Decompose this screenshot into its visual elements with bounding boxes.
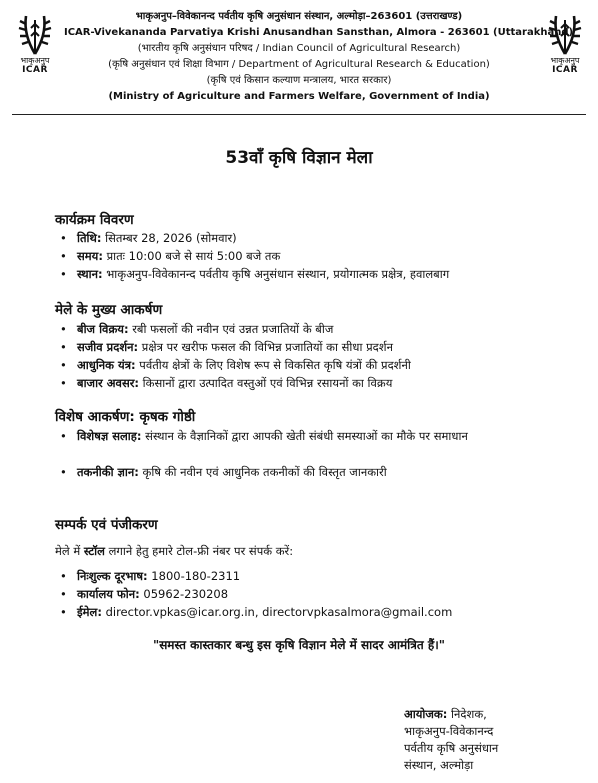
item-text: कृषि की नवीन एवं आधुनिक तकनीकों की विस्तृत जानकारी (138, 465, 387, 479)
contact-intro (55, 543, 293, 559)
bullet-icon: • (60, 231, 67, 245)
organizer-line: पर्वतीय कृषि अनुसंधान (404, 741, 499, 755)
bullet-icon: • (60, 605, 67, 619)
list-item (60, 248, 281, 264)
item-label: बाजार अवसर: (77, 376, 140, 390)
list-item (60, 321, 334, 337)
item-text: रबी फसलों की नवीन एवं उन्नत प्रजातियों के बीज (128, 322, 334, 336)
item-label: कार्यालय फोन: (77, 587, 140, 601)
item-label: सजीव प्रदर्शन: (77, 340, 139, 354)
item-label: ईमेल: (77, 605, 102, 619)
item-text: पर्वतीय क्षेत्रों के लिए विशेष रूप से विकसित कृषि यंत्रों की प्रदर्शनी (135, 358, 411, 372)
bullet-icon: • (60, 340, 67, 354)
logo-english-text: ICAR (552, 65, 578, 75)
item-text: प्रातः 10:00 बजे से सायं 5:00 बजे तक (102, 249, 281, 263)
email-addresses[interactable]: director.vpkas@icar.org.in, directorvpkasalmora@gmail.com (101, 605, 453, 619)
section-heading-special: विशेष आकर्षण: कृषक गोष्ठी (55, 409, 196, 425)
item-label: स्थान: (77, 267, 103, 281)
bullet-icon: • (60, 249, 67, 263)
bullet-icon: • (60, 465, 67, 479)
item-text: प्रक्षेत्र पर खरीफ फसल की विभिन्न प्रजातियों का सीधा प्रदर्शन (138, 340, 393, 354)
organizer-line: भाकृअनुप-विवेकानन्द (404, 724, 494, 738)
item-text: संस्थान के वैज्ञानिकों द्वारा आपकी खेती संबंधी समस्याओं का मौके पर समाधान (141, 429, 468, 443)
section-heading-attractions: मेले के मुख्य आकर्षण (55, 302, 163, 318)
organizer-text: निदेशक, (447, 707, 487, 721)
invitation-quote: "समस्त कास्तकार बन्धु इस कृषि विज्ञान मेले में सादर आमंत्रित हैं।" (152, 638, 446, 652)
list-item (60, 428, 547, 444)
organizer-line (404, 706, 487, 723)
list-item (60, 266, 450, 282)
item-label: आधुनिक यंत्र: (77, 358, 136, 372)
logo-hindi-text: भाकृअनुप (550, 56, 580, 65)
icar-logo-right (540, 12, 590, 78)
bullet-icon: • (60, 376, 67, 390)
bullet-icon: • (60, 569, 67, 583)
item-text: सितम्बर 28, 2026 (सोमवार) (101, 231, 237, 245)
header-institute-hindi: भाकृअनुप–विवेकानन्द पर्वतीय कृषि अनुसंधान संस्थान, अल्मोड़ा–263601 (उत्तराखण्ड) (135, 11, 463, 22)
item-label: निःशुल्क दूरभाष: (77, 569, 148, 583)
contact-intro-post: लगाने हेतु हमारे टोल-फ्री नंबर पर संपर्क करें: (104, 544, 294, 558)
list-item (60, 375, 393, 391)
item-label: तिथि: (77, 231, 102, 245)
page-title: 53वाँ कृषि विज्ञान मेला (225, 148, 373, 168)
office-phone[interactable]: 05962-230208 (139, 587, 229, 601)
header-divider (12, 114, 586, 115)
item-text: भाकृअनुप-विवेकानन्द पर्वतीय कृषि अनुसंधान संस्थान, प्रयोगात्मक प्रक्षेत्र, हवालबाग (102, 267, 450, 281)
list-item (60, 357, 411, 373)
list-item (60, 339, 393, 355)
header-ministry-hindi: (कृषि एवं किसान कल्याण मन्त्रालय, भारत सरकार) (206, 75, 392, 86)
item-text: किसानों द्वारा उत्पादित वस्तुओं एवं विभिन्न रसायनों का विक्रय (139, 376, 393, 390)
organizer-label: आयोजक: (404, 707, 448, 721)
header-ministry-english: (Ministry of Agriculture and Farmers Welfare, Government of India) (108, 91, 490, 102)
list-item (60, 230, 237, 246)
contact-intro-pre: मेले में (55, 544, 84, 558)
list-item (60, 604, 453, 620)
item-label: बीज विक्रय: (77, 322, 129, 336)
header-institute-english: ICAR-Vivekananda Parvatiya Krishi Anusandhan Sansthan, Almora - 263601 (Uttarakhand) (64, 27, 574, 38)
list-item (60, 568, 241, 584)
icar-logo-left (10, 12, 60, 78)
bullet-icon: • (60, 322, 67, 336)
item-label: विशेषज्ञ सलाह: (77, 429, 142, 443)
section-heading-contact: सम्पर्क एवं पंजीकरण (55, 517, 158, 533)
header-council: (भारतीय कृषि अनुसंधान परिषद / Indian Council of Agricultural Research) (137, 43, 461, 54)
bullet-icon: • (60, 587, 67, 601)
organizer-line: संस्थान, अल्मोड़ा (404, 758, 474, 772)
item-label: समय: (77, 249, 103, 263)
list-item (60, 586, 229, 602)
list-item (60, 464, 387, 480)
bullet-icon: • (60, 358, 67, 372)
toll-free-number[interactable]: 1800-180-2311 (147, 569, 241, 583)
item-label: तकनीकी ज्ञान: (77, 465, 139, 479)
logo-hindi-text: भाकृअनुप (20, 56, 50, 65)
bullet-icon: • (60, 267, 67, 281)
bullet-icon: • (60, 429, 67, 443)
header-department: (कृषि अनुसंधान एवं शिक्षा विभाग / Department of Agricultural Research & Education) (108, 59, 490, 70)
contact-intro-bold: स्टॉल (83, 544, 105, 558)
logo-english-text: ICAR (22, 65, 48, 75)
section-heading-program: कार्यक्रम विवरण (55, 212, 134, 228)
wheat-emblem-icon (10, 12, 60, 56)
